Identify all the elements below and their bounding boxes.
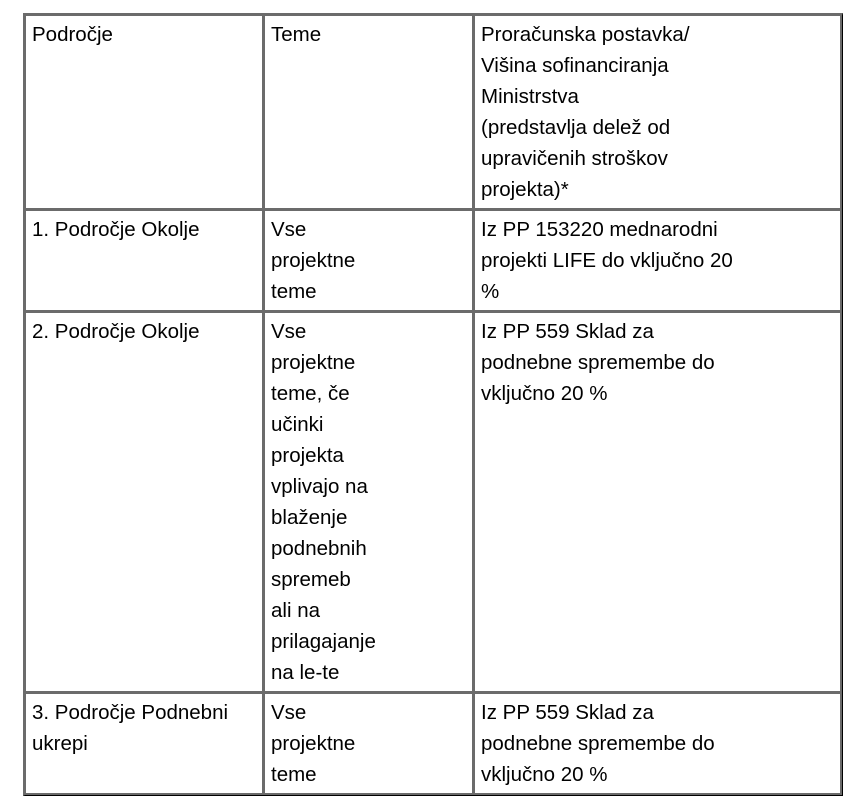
header-cell-themes [264, 15, 474, 210]
row-themes-text: Vse projektne teme [271, 701, 356, 786]
table-cell-themes [264, 210, 474, 312]
table-cell-budget [474, 693, 842, 795]
row-area-text: 2. Področje Okolje [32, 320, 200, 343]
table-cell-themes [264, 693, 474, 795]
table-cell-budget [474, 312, 842, 693]
table-row [25, 693, 842, 795]
cofinancing-table [23, 13, 843, 796]
row-area-text: 1. Področje Okolje [32, 218, 200, 241]
row-themes-text: Vse projektne teme, če učinki projekta vplivajo na blaženje podnebnih spremeb ali na prilagajanje na le-te [271, 320, 376, 684]
header-budget-label: Proračunska postavka/ Višina sofinanciranja Ministrstva (predstavlja delež od upravičenih stroškov projekta)* [481, 23, 690, 201]
table-cell-themes [264, 312, 474, 693]
table-row [25, 210, 842, 312]
header-cell-area [25, 15, 264, 210]
table-row [25, 312, 842, 693]
table-header-row [25, 15, 842, 210]
row-budget-text: Iz PP 559 Sklad za podnebne spremembe do vključno 20 % [481, 701, 715, 786]
table-cell-area [25, 693, 264, 795]
row-themes-text: Vse projektne teme [271, 218, 356, 303]
table-cell-budget [474, 210, 842, 312]
header-themes-label: Teme [271, 23, 322, 46]
table-cell-area [25, 210, 264, 312]
row-area-text: 3. Področje Podnebni ukrepi [32, 701, 229, 755]
header-area-label: Področje [32, 23, 113, 46]
row-budget-text: Iz PP 153220 mednarodni projekti LIFE do vključno 20 % [481, 218, 733, 303]
header-cell-budget [474, 15, 842, 210]
table-cell-area [25, 312, 264, 693]
row-budget-text: Iz PP 559 Sklad za podnebne spremembe do vključno 20 % [481, 320, 715, 405]
